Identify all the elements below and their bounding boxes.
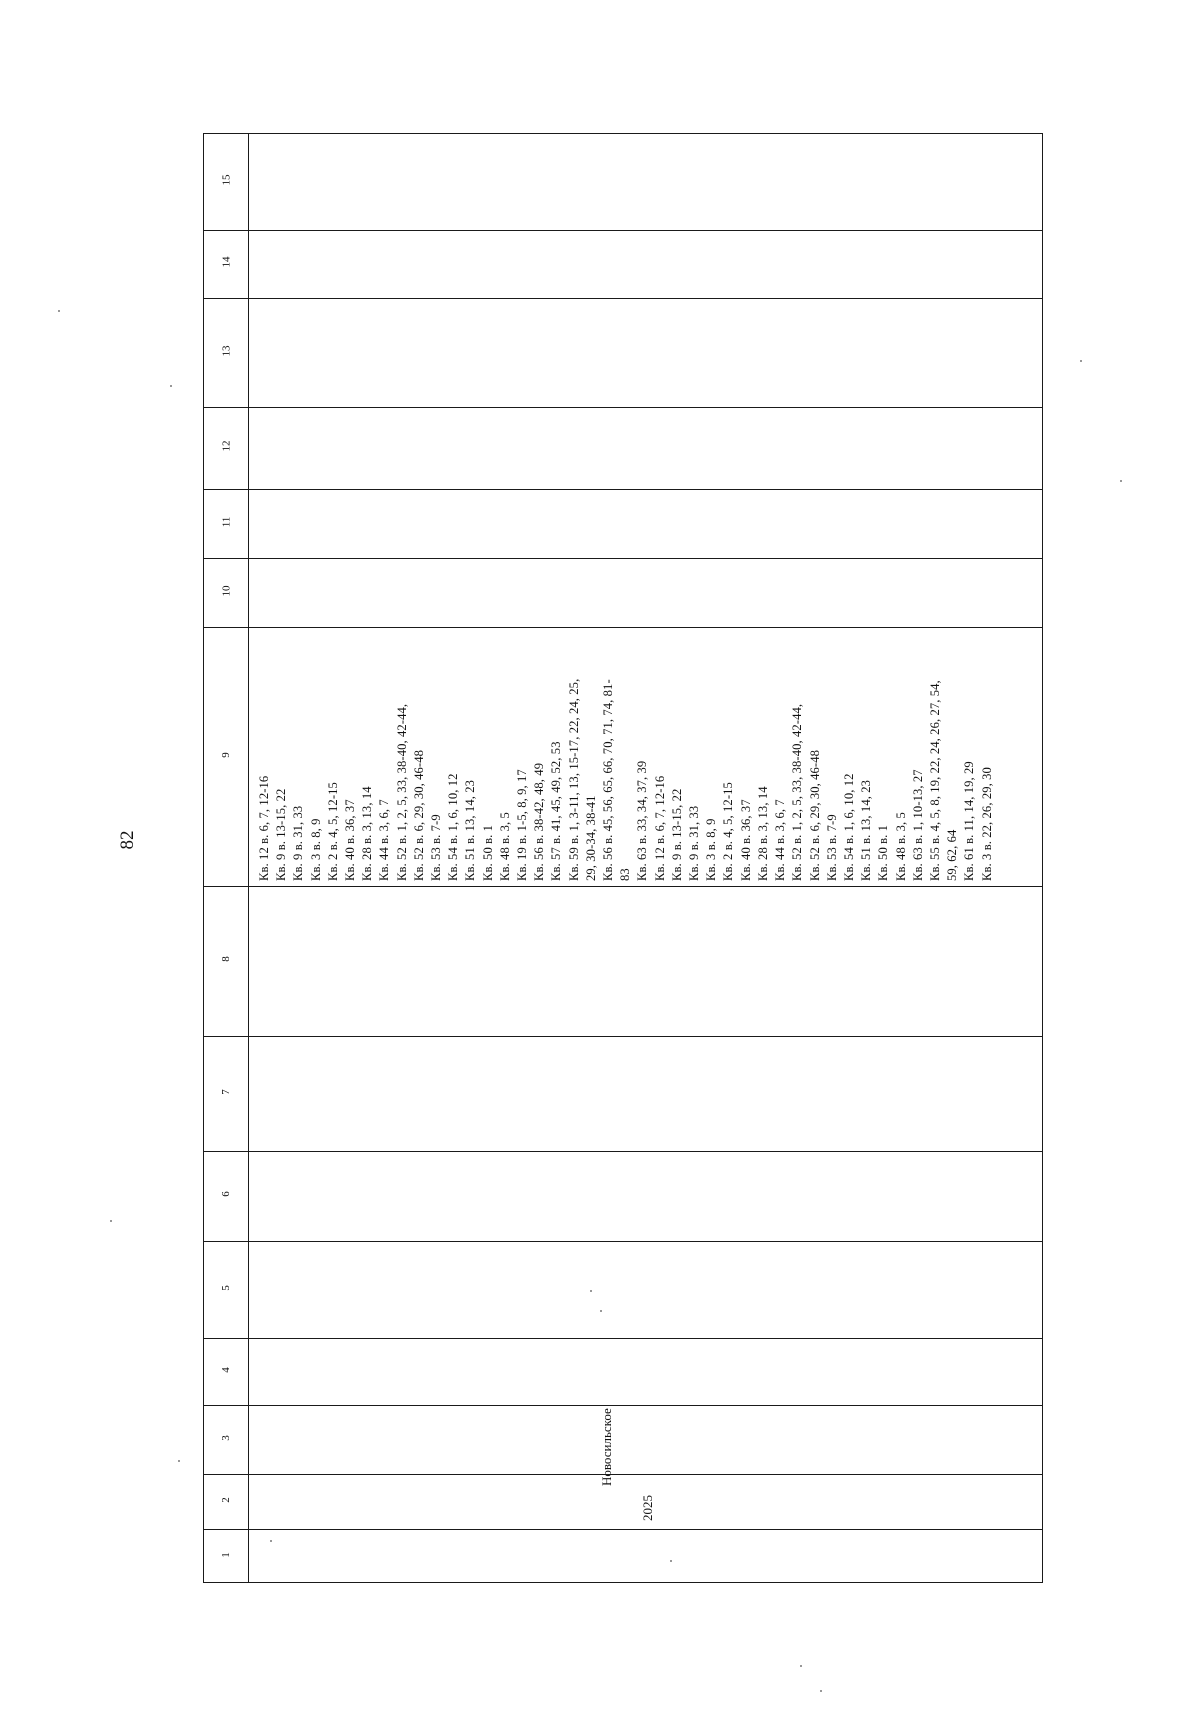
quarter-entry: Кв. 52 в. 1, 2, 5, 33, 38-40, 42-44,	[790, 703, 805, 881]
column-number-label: 2	[220, 1496, 232, 1503]
row-divider	[204, 489, 1042, 490]
column-number-5	[206, 1282, 246, 1294]
quarter-entry: Кв. 9 в. 31, 33	[291, 805, 306, 881]
quarter-entry: Кв. 56 в. 45, 56, 65, 66, 70, 71, 74, 81-	[601, 679, 616, 881]
column-number-3	[206, 1432, 246, 1444]
quarter-entry: 59, 62, 64	[945, 829, 960, 881]
column-number-4	[206, 1364, 246, 1376]
quarter-entry: Кв. 12 в. 6, 7, 12-16	[257, 775, 271, 881]
column-number-label: 1	[220, 1551, 232, 1558]
row-divider	[204, 407, 1042, 408]
column-number-label: 14	[220, 256, 232, 268]
quarter-entry: Кв. 57 в. 41, 45, 49, 52, 53	[549, 741, 564, 881]
column-number-11	[206, 516, 246, 528]
quarter-entry: Кв. 56 в. 38-42, 48, 49	[532, 762, 547, 881]
quarter-entry: Кв. 54 в. 1, 6, 10, 12	[841, 773, 856, 881]
column-number-label: 7	[220, 1088, 232, 1095]
row-divider	[204, 1036, 1042, 1037]
quarter-entry: Кв. 44 в. 3, 6, 7	[377, 799, 392, 881]
column-number-label: 4	[220, 1366, 232, 1373]
row-divider	[204, 298, 1042, 299]
rotated-table	[203, 133, 1043, 1583]
quarter-entry: Кв. 48 в. 3, 5	[893, 812, 908, 881]
scan-speck	[110, 1220, 112, 1222]
quarter-entry: Кв. 53 в. 7-9	[429, 814, 444, 881]
quarter-entry: Кв. 51 в. 13, 14, 23	[859, 779, 874, 881]
quarter-entry: Кв. 28 в. 3, 13, 14	[755, 786, 770, 881]
column-number-label: 5	[220, 1284, 232, 1291]
quarter-entry: Кв. 3 в. 22, 26, 29, 30	[979, 767, 994, 881]
scan-speck	[170, 385, 172, 387]
quarter-entry: Кв. 63 в. 1, 10-13, 27	[910, 769, 925, 881]
column-number-label: 6	[220, 1191, 232, 1197]
scan-speck	[270, 1540, 272, 1542]
quarter-entry: Кв. 9 в. 13-15, 22	[274, 788, 289, 881]
scan-speck	[600, 1310, 602, 1312]
quarter-entry: Кв. 12 в. 6, 7, 12-16	[652, 775, 667, 881]
header-divider	[248, 134, 249, 1582]
year: 2025	[640, 1495, 655, 1521]
quarter-entry: Кв. 19 в. 1-5, 8, 9, 17	[515, 769, 530, 881]
quarter-entry: Кв. 50 в. 1	[480, 824, 495, 881]
scan-speck	[178, 1460, 180, 1462]
quarter-entry: 29, 30-34, 38-41	[583, 795, 598, 881]
quarter-entry: Кв. 54 в. 1, 6, 10, 12	[446, 773, 461, 881]
column-number-1	[206, 1549, 246, 1561]
quarter-entry: Кв. 48 в. 3, 5	[497, 812, 512, 881]
quarter-entry: Кв. 52 в. 6, 29, 30, 46-48	[807, 750, 822, 881]
scan-speck	[1120, 480, 1122, 482]
column-number-label: 15	[220, 174, 232, 186]
column-number-2	[206, 1494, 246, 1506]
quarter-entry: Кв. 61 в. 11, 14, 19, 29	[962, 761, 977, 881]
scan-speck	[590, 1290, 592, 1292]
row-divider	[204, 1241, 1042, 1242]
quarter-entry: Кв. 52 в. 6, 29, 30, 46-48	[411, 750, 426, 881]
scan-speck	[1080, 360, 1082, 362]
settlement-name: Новосильское	[599, 1408, 614, 1486]
page-number: 82	[117, 830, 138, 850]
quarter-entry: Кв. 3 в. 8, 9	[704, 818, 719, 881]
column-number-label: 13	[220, 345, 232, 356]
quarter-entry: Кв. 9 в. 31, 33	[687, 805, 702, 881]
quarter-entry: Кв. 50 в. 1	[876, 824, 891, 881]
scan-speck	[670, 1560, 672, 1562]
column-number-label: 12	[220, 440, 232, 452]
row-divider	[204, 1474, 1042, 1475]
column-number-10	[206, 585, 246, 597]
column-number-9	[206, 749, 246, 761]
quarter-entry: Кв. 59 в. 1, 3-11, 13, 15-17, 22, 24, 25,	[566, 678, 581, 881]
row-divider	[204, 627, 1042, 628]
quarter-entry: Кв. 9 в. 13-15, 22	[669, 788, 684, 881]
quarter-entry: 83	[618, 868, 633, 881]
quarter-entry: Кв. 44 в. 3, 6, 7	[773, 799, 788, 881]
row-divider	[204, 558, 1042, 559]
row-divider	[204, 1338, 1042, 1339]
quarter-entry: Кв. 55 в. 4, 5, 8, 19, 22, 24, 26, 27, 54,	[927, 680, 942, 881]
row-divider	[204, 1529, 1042, 1530]
column-number-13	[206, 345, 246, 357]
quarter-entry: Кв. 52 в. 1, 2, 5, 33, 38-40, 42-44,	[394, 703, 409, 881]
column-number-6	[206, 1188, 246, 1200]
column-number-15	[206, 174, 246, 186]
scan-speck	[800, 1665, 802, 1667]
quarter-entry: Кв. 3 в. 8, 9	[308, 818, 323, 881]
column-number-12	[206, 440, 246, 452]
scan-speck	[58, 310, 60, 312]
column-number-7	[206, 1086, 246, 1098]
row-divider	[204, 1151, 1042, 1152]
quarter-entry: Кв. 53 в. 7-9	[824, 814, 839, 881]
column-number-8	[206, 953, 246, 965]
row-divider	[204, 886, 1042, 887]
column-number-label: 9	[220, 751, 232, 758]
column-number-label: 3	[220, 1434, 232, 1441]
quarter-entry: Кв. 28 в. 3, 13, 14	[360, 786, 375, 881]
row-divider	[204, 230, 1042, 231]
column-number-label: 11	[220, 516, 232, 527]
column-9-content	[256, 679, 996, 881]
column-number-label: 10	[220, 585, 232, 596]
row-divider	[204, 1405, 1042, 1406]
quarter-entry: Кв. 40 в. 36, 37	[738, 799, 753, 881]
scan-speck	[820, 1690, 822, 1692]
column-number-label: 8	[220, 956, 232, 962]
quarter-entry: Кв. 63 в. 33, 34, 37, 39	[635, 760, 650, 881]
quarter-entry: Кв. 2 в. 4, 5, 12-15	[721, 782, 736, 881]
column-number-14	[206, 256, 246, 268]
quarter-entry: Кв. 2 в. 4, 5, 12-15	[325, 782, 340, 881]
quarter-entry: Кв. 40 в. 36, 37	[343, 799, 358, 881]
quarter-entry: Кв. 51 в. 13, 14, 23	[463, 779, 478, 881]
